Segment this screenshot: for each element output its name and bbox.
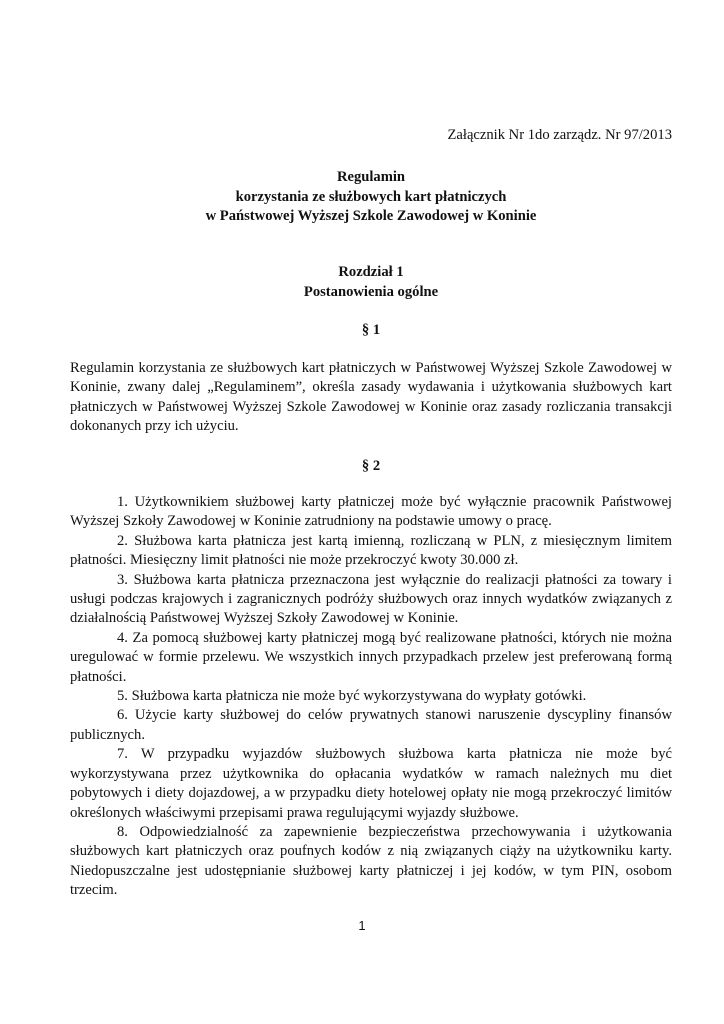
section-2-item-2: 2. Służbowa karta płatnicza jest kartą imienną, rozliczaną w PLN, z miesięcznym limitem płatności. Miesięczny limit płatności nie może przekroczyć kwoty 30.000 zł. [70, 532, 672, 569]
title-line-3: w Państwowej Wyższej Szkole Zawodowej w Koninie [205, 208, 537, 224]
section-2-mark: § 2 [361, 458, 381, 474]
section-2-item-8: 8. Odpowiedzialność za zapewnienie bezpieczeństwa przechowywania i użytkowania służbowych kart płatniczych oraz poufnych kodów z nią związanych ciąży na użytkowniku karty. Niedopuszczalne jest udostępnianie służbowej karty płatniczej i jej kodów, w tym PIN, osobom trzecim. [70, 823, 672, 899]
section-2-items [70, 493, 672, 901]
page-number: 1 [358, 918, 366, 933]
section-2-item-6: 6. Użycie karty służbowej do celów prywatnych stanowi naruszenie dyscypliny finansów publicznych. [70, 707, 672, 743]
chapter-heading [70, 263, 672, 302]
section-2-item-7: 7. W przypadku wyjazdów służbowych służbowa karta płatnicza nie może być wykorzystywana przez użytkownika do opłacania wydatków w ramach należnych mu diet pobytowych i diety dojazdowej, a w przypadku diety hotelowej opłaty nie mogą przekroczyć limitów określonych właściwymi przepisami prawa regulującymi wyjazdy służbowe. [70, 746, 672, 821]
chapter-number: Rozdział 1 [338, 264, 404, 280]
section-2-item-4: 4. Za pomocą służbowej karty płatniczej mogą być realizowane płatności, których nie można uregulować w formie przelewu. We wszystkich innych przypadkach przelew jest preferowaną formą płatności. [70, 629, 672, 685]
document-title [70, 168, 672, 227]
chapter-name: Postanowienia ogólne [303, 283, 439, 300]
annex-reference: Załącznik Nr 1do zarządz. Nr 97/2013 [447, 127, 672, 143]
section-1-mark: § 1 [361, 322, 381, 338]
section-1-text: Regulamin korzystania ze służbowych kart płatniczych w Państwowej Wyższej Szkole Zawodowej w Koninie, zwany dalej „Regulaminem”, określa zasady wydawania i użytkowania służbowych kart płatniczych w Państwowej Wyższej Szkole Zawodowej w Koninie oraz zasady rozliczania transakcji dokonanych przy ich użyciu. [70, 360, 672, 435]
section-2-item-3: 3. Służbowa karta płatnicza przeznaczona jest wyłącznie do realizacji płatności za towary i usługi podczas krajowych i zagranicznych podróży służbowych oraz innych wydatków związanych z działalnością Państwowej Wyższej Szkoły Zawodowej w Koninie. [70, 571, 672, 627]
title-line-2: korzystania ze służbowych kart płatniczych [235, 188, 507, 205]
title-line-1: Regulamin [336, 169, 406, 185]
section-2-item-1: 1. Użytkownikiem służbowej karty płatniczej może być wyłącznie pracownik Państwowej Wyższej Szkoły Zawodowej w Koninie zatrudniony na podstawie umowy o pracę. [70, 494, 672, 530]
section-2-item-5: 5. Służbowa karta płatnicza nie może być wykorzystywana do wypłaty gotówki. [117, 688, 587, 705]
